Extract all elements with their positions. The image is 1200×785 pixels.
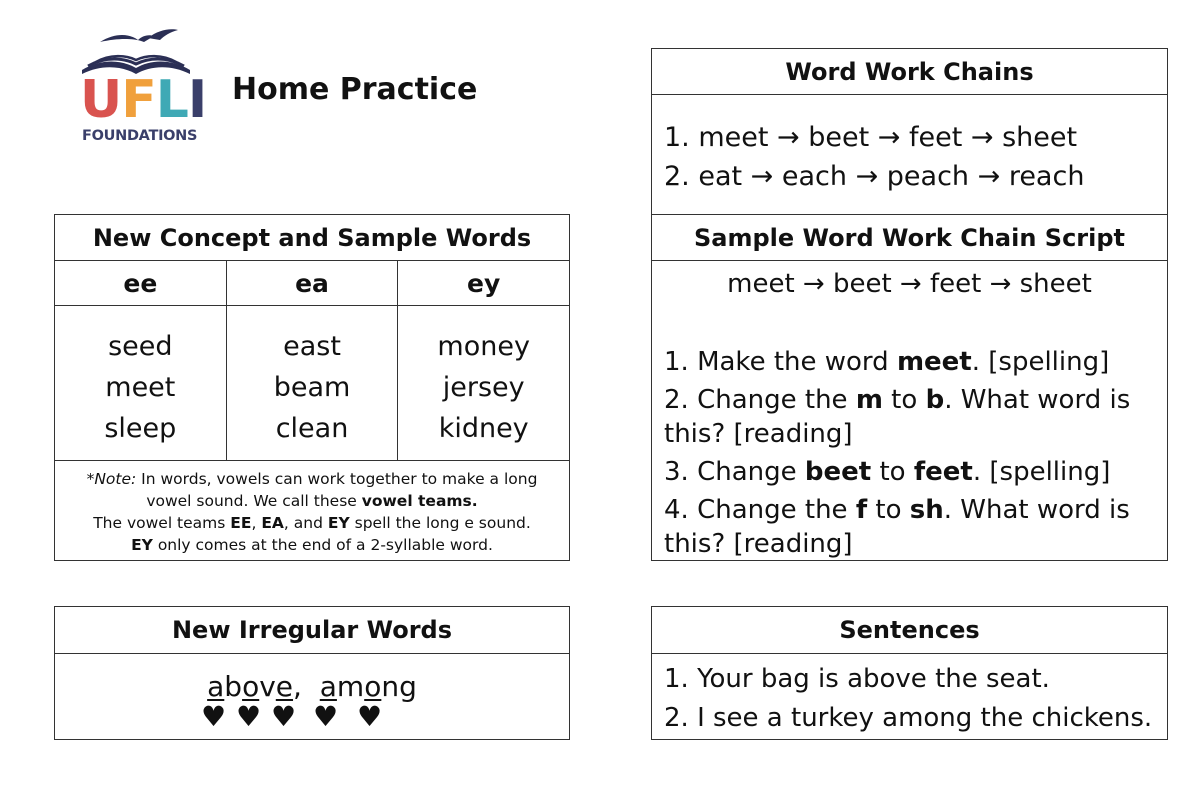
step-text: to — [871, 457, 914, 487]
script-step — [664, 345, 1155, 379]
script-step — [664, 493, 1155, 561]
sentence-list — [652, 654, 1167, 738]
irregular-letter: o — [242, 670, 260, 703]
note-text: only comes at the end of a 2-syllable word. — [152, 536, 493, 554]
chain-line: 2. eat → each → peach → reach — [664, 161, 1085, 192]
concept-column-headers — [55, 261, 569, 306]
sample-word: money — [437, 331, 530, 362]
note-bold: EY — [131, 536, 153, 554]
heart-icon: ♥ — [357, 700, 383, 733]
note-text: The vowel teams — [93, 514, 231, 532]
step-text: . [spelling] — [971, 347, 1110, 377]
heart-icon: ♥ — [236, 700, 262, 733]
script-step — [664, 383, 1155, 451]
irregular-comma: , — [293, 670, 302, 703]
concept-note — [55, 461, 569, 556]
sentences-header: Sentences — [652, 607, 1167, 654]
note-line-1 — [55, 468, 569, 490]
irregular-letter: e — [275, 670, 294, 703]
note-line-3 — [55, 512, 569, 534]
note-text: vowel sound. We call these — [146, 492, 362, 510]
irregular-header: New Irregular Words — [55, 607, 569, 654]
sample-word: seed — [108, 331, 173, 362]
step-text: . What word is this? [reading] — [664, 495, 1130, 559]
step-text: 2. Change the — [664, 385, 856, 415]
irregular-word-among — [320, 670, 417, 703]
note-text: spell the long e sound. — [349, 514, 531, 532]
script-header: Sample Word Work Chain Script — [652, 215, 1167, 261]
chain-line: 1. meet → beet → feet → sheet — [664, 122, 1078, 153]
word-column-ea — [227, 306, 399, 460]
script-chain: meet → beet → feet → sheet — [727, 269, 1092, 299]
note-text: , and — [283, 514, 328, 532]
chains-header: Word Work Chains — [652, 49, 1167, 95]
concept-header: New Concept and Sample Words — [55, 215, 569, 261]
concept-box — [54, 214, 570, 561]
concept-word-columns — [55, 306, 569, 461]
sample-word: kidney — [438, 413, 529, 444]
note-bold: EY — [327, 514, 350, 532]
note-text: , — [251, 514, 262, 532]
column-header-ee: ee — [55, 261, 227, 305]
sentence: 2. I see a turkey among the chickens. — [664, 703, 1153, 733]
logo-subtitle: FOUNDATIONS — [82, 128, 198, 144]
irregular-letter: ng — [381, 670, 417, 703]
irregular-letter: m — [336, 670, 365, 703]
step-text: to — [867, 495, 910, 525]
page-title: Home Practice — [232, 72, 478, 107]
word-column-ee — [55, 306, 227, 460]
step-bold: m — [855, 385, 883, 415]
step-bold: meet — [896, 347, 972, 377]
logo-letter-f: F — [121, 70, 156, 130]
sentence: 1. Your bag is above the seat. — [664, 664, 1050, 694]
step-bold: beet — [804, 457, 872, 487]
sample-word: jersey — [442, 372, 525, 403]
sample-word: sleep — [104, 413, 177, 444]
heart-row — [55, 700, 569, 733]
script-steps — [652, 325, 1167, 561]
logo-letter-l: L — [155, 70, 188, 130]
logo-letter-u: U — [80, 70, 122, 130]
note-bold: EE — [230, 514, 252, 532]
note-line-2 — [55, 490, 569, 512]
word-work-chains-box — [651, 48, 1168, 561]
irregular-letter: v — [259, 670, 276, 703]
step-text: . [spelling] — [972, 457, 1111, 487]
note-bold: vowel teams. — [361, 492, 478, 510]
sentences-box — [651, 606, 1168, 740]
step-text: . What word is this? [reading] — [664, 385, 1131, 449]
irregular-letter: a — [207, 670, 225, 703]
chain-list — [652, 95, 1167, 215]
step-text: to — [882, 385, 926, 415]
step-bold: b — [925, 385, 945, 415]
heart-icon: ♥ — [271, 700, 297, 733]
logo-letters — [80, 72, 206, 128]
sample-word: clean — [275, 413, 349, 444]
script-step — [664, 455, 1155, 489]
irregular-words — [55, 672, 569, 702]
step-text: 3. Change — [664, 457, 805, 487]
step-bold: f — [855, 495, 868, 525]
note-label: *Note: — [86, 470, 137, 488]
column-header-ea: ea — [227, 261, 399, 305]
note-bold: EA — [261, 514, 284, 532]
note-line-4 — [55, 534, 569, 556]
ufli-logo — [78, 28, 207, 148]
sample-word: beam — [273, 372, 351, 403]
step-bold: sh — [909, 495, 944, 525]
word-column-ey — [398, 306, 569, 460]
heart-icon: ♥ — [201, 700, 227, 733]
heart-icon: ♥ — [313, 700, 339, 733]
logo-letter-i: I — [187, 70, 207, 130]
irregular-letter: o — [364, 670, 382, 703]
step-bold: feet — [913, 457, 973, 487]
note-text: In words, vowels can work together to make a long — [136, 470, 538, 488]
irregular-words-box — [54, 606, 570, 740]
irregular-word-above — [207, 670, 293, 703]
irregular-letter: a — [319, 670, 337, 703]
sample-word: east — [283, 331, 341, 362]
step-text: 4. Change the — [664, 495, 856, 525]
step-text: 1. Make the word — [664, 347, 897, 377]
irregular-letter: b — [224, 670, 243, 703]
sample-word: meet — [105, 372, 176, 403]
column-header-ey: ey — [467, 269, 501, 298]
